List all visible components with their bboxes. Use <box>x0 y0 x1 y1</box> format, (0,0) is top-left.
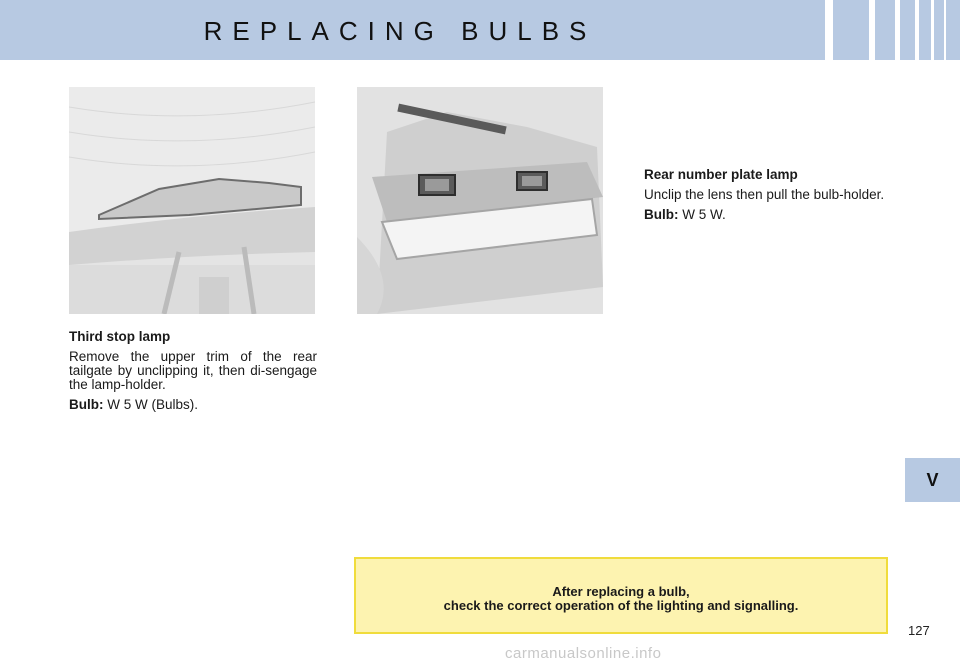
rear-number-plate-lamp-heading: Rear number plate lamp <box>644 167 798 182</box>
rear-number-plate-lamp-section <box>644 168 892 222</box>
bulb-value: W 5 W (Bulbs). <box>103 397 199 412</box>
rear-number-plate-lamp-bulb <box>644 208 892 222</box>
rear-number-plate-lamp-body: Unclip the lens then pull the bulb-holder. <box>644 187 885 202</box>
third-stop-lamp-body: Remove the upper trim of the rear tailgate by unclipping it, then di-sengage the lamp-holder. <box>69 349 317 392</box>
third-stop-lamp-bulb <box>69 398 317 412</box>
notice-line-2: check the correct operation of the lighting and signalling. <box>443 598 799 613</box>
page-title: REPLACING BULBS <box>203 16 597 46</box>
bulb-label: Bulb: <box>644 207 679 222</box>
third-stop-lamp-section <box>69 330 317 412</box>
rear-number-plate-lamp-photo <box>357 87 603 314</box>
notice-line-1: After replacing a bulb, <box>552 584 690 599</box>
page-number: 127 <box>908 623 930 638</box>
notice-box <box>354 557 888 634</box>
third-stop-lamp-heading: Third stop lamp <box>69 329 171 344</box>
bulb-label: Bulb: <box>69 397 104 412</box>
third-stop-lamp-photo <box>69 87 315 314</box>
bulb-value: W 5 W. <box>678 207 726 222</box>
page-header <box>0 0 960 60</box>
header-stripes <box>825 0 960 60</box>
watermark: carmanualsonline.info <box>505 645 662 662</box>
chapter-tab: V <box>905 458 960 502</box>
